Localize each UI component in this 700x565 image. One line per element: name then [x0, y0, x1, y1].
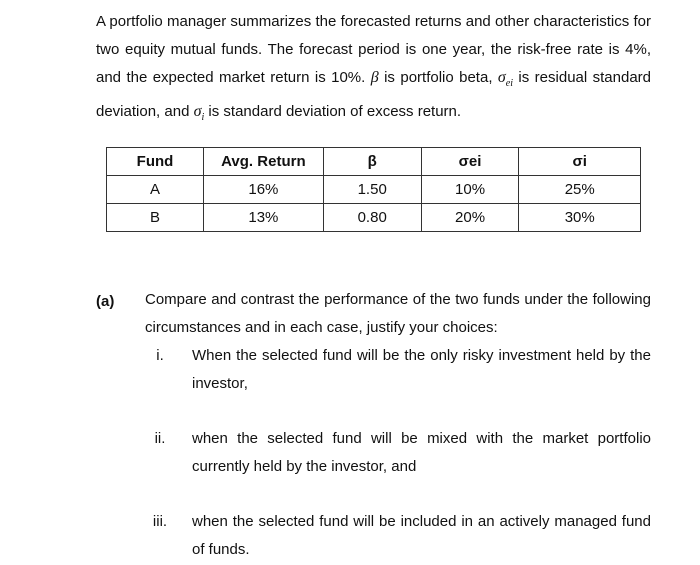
cell-avg-return: 16%	[203, 176, 323, 204]
sigma-i-letter: σ	[193, 103, 202, 121]
header-fund: Fund	[107, 148, 204, 176]
cell-sigma-ei: 10%	[421, 176, 519, 204]
question-text: Compare and contrast the performance of the two funds under the following circumstances and in each case, justify your choices:	[145, 291, 651, 336]
item-text: When the selected fund will be the only risky investment held by the investor,	[192, 347, 651, 392]
sigma-i-subscript: i	[201, 112, 205, 124]
fund-table	[106, 147, 641, 232]
sigma-ei-symbol	[497, 69, 514, 90]
cell-fund: B	[107, 204, 204, 232]
sigma-ei-definition: is residual standard deviation, and	[96, 69, 651, 121]
cell-sigma-i: 25%	[519, 176, 641, 204]
cell-sigma-i: 30%	[519, 204, 641, 232]
sigma-ei-subscript: ei	[505, 78, 514, 90]
beta-symbol: β	[370, 69, 379, 86]
table-header-row	[107, 148, 641, 176]
item-text: when the selected fund will be included in an actively managed fund of funds.	[192, 513, 651, 558]
sigma-ei-letter: σ	[497, 69, 506, 86]
sigma-i-symbol	[193, 103, 205, 124]
header-sigma-i: σi	[519, 148, 641, 176]
cell-fund: A	[107, 176, 204, 204]
cell-sigma-ei: 20%	[421, 204, 519, 232]
item-text: when the selected fund will be mixed with the market portfolio currently held by the investor, and	[192, 430, 651, 475]
cell-beta: 0.80	[323, 204, 421, 232]
item-number: ii.	[154, 430, 166, 447]
header-sigma-ei: σei	[421, 148, 519, 176]
table-row	[107, 176, 641, 204]
item-number: i.	[156, 347, 164, 364]
intro-paragraph	[96, 8, 651, 132]
cell-avg-return: 13%	[203, 204, 323, 232]
header-avg-return: Avg. Return	[203, 148, 323, 176]
sigma-i-definition: is standard deviation of excess return.	[204, 103, 462, 121]
header-beta: β	[323, 148, 421, 176]
question-label: (a)	[96, 293, 115, 310]
table-row	[107, 204, 641, 232]
item-number: iii.	[152, 513, 168, 530]
cell-beta: 1.50	[323, 176, 421, 204]
beta-definition: is portfolio beta,	[378, 69, 498, 86]
intro-text: A portfolio manager summarizes the forecasted returns and other characteristics for two equity mutual funds. The forecast period is one year, the risk-free rate is 4%, and the expected market return is 10%.	[96, 13, 651, 86]
